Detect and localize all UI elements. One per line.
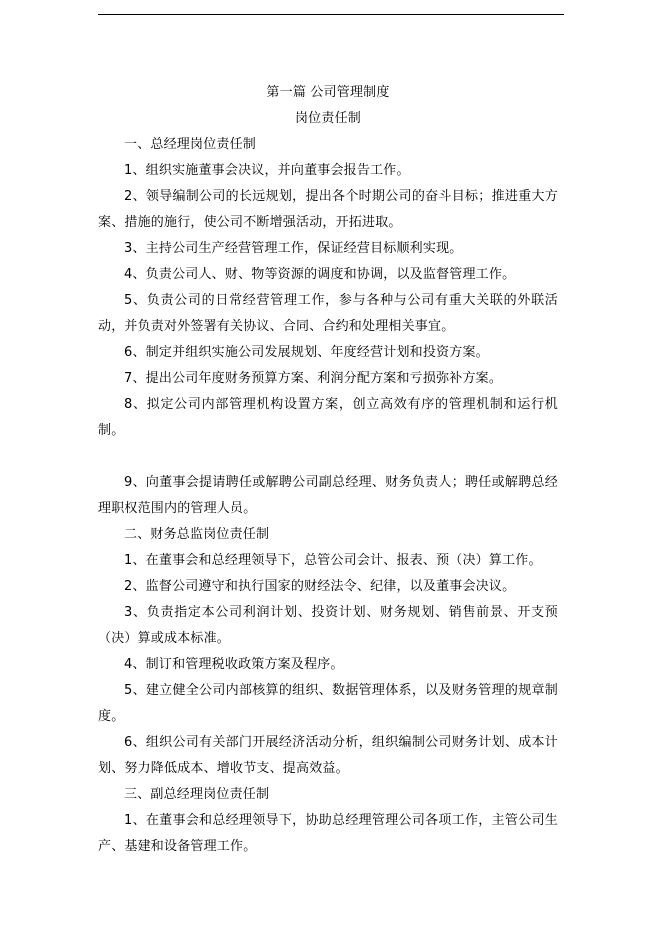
list-item: 1、组织实施董事会决议，并向董事会报告工作。 bbox=[124, 163, 410, 178]
list-item: 6、制定并组织实施公司发展规划、年度经营计划和投资方案。 bbox=[124, 345, 489, 360]
list-item: 3、负责指定本公司利润计划、投资计划、财务规划、销售前景、开支预（决）算或成本标准。 bbox=[98, 605, 558, 646]
list-item: 5、建立健全公司内部核算的组织、数据管理体系，以及财务管理的规章制度。 bbox=[98, 683, 558, 724]
section-heading: 一、总经理岗位责任制 bbox=[124, 137, 257, 152]
document-title: 第一篇 公司管理制度 bbox=[266, 85, 390, 100]
list-item: 4、制订和管理税收政策方案及程序。 bbox=[124, 657, 344, 672]
document-subtitle: 岗位责任制 bbox=[294, 111, 361, 126]
document-body bbox=[98, 80, 558, 860]
list-item: 1、在董事会和总经理领导下，总管公司会计、报表、预（决）算工作。 bbox=[124, 553, 542, 568]
list-item: 3、主持公司生产经营管理工作，保证经营目标顺利实现。 bbox=[124, 241, 463, 256]
list-item: 6、组织公司有关部门开展经济活动分析，组织编制公司财务计划、成本计划、努力降低成本、增收节支、提高效益。 bbox=[98, 735, 558, 776]
list-item: 7、提出公司年度财务预算方案、利润分配方案和亏损弥补方案。 bbox=[124, 371, 503, 386]
section-heading: 二、财务总监岗位责任制 bbox=[124, 527, 270, 542]
list-item: 8、拟定公司内部管理机构设置方案，创立高效有序的管理机制和运行机制。 bbox=[98, 397, 558, 438]
list-item: 5、负责公司的日常经营管理工作，参与各种与公司有重大关联的外联活动，并负责对外签署有关协议、合同、合约和处理相关事宜。 bbox=[98, 293, 558, 334]
section-heading: 三、副总经理岗位责任制 bbox=[124, 787, 270, 802]
blank-line bbox=[98, 444, 558, 470]
list-item: 9、向董事会提请聘任或解聘公司副总经理、财务负责人；聘任或解聘总经理职权范围内的管理人员。 bbox=[98, 475, 558, 516]
list-item: 1、在董事会和总经理领导下，协助总经理管理公司各项工作，主管公司生产、基建和设备管理工作。 bbox=[98, 813, 558, 854]
list-item: 2、领导编制公司的长远规划，提出各个时期公司的奋斗目标；推进重大方案、措施的施行，使公司不断增强活动，开拓进取。 bbox=[98, 189, 558, 230]
list-item: 4、负责公司人、财、物等资源的调度和协调，以及监督管理工作。 bbox=[124, 267, 516, 282]
header-rule bbox=[98, 14, 564, 15]
list-item: 2、监督公司遵守和执行国家的财经法令、纪律，以及董事会决议。 bbox=[124, 579, 516, 594]
